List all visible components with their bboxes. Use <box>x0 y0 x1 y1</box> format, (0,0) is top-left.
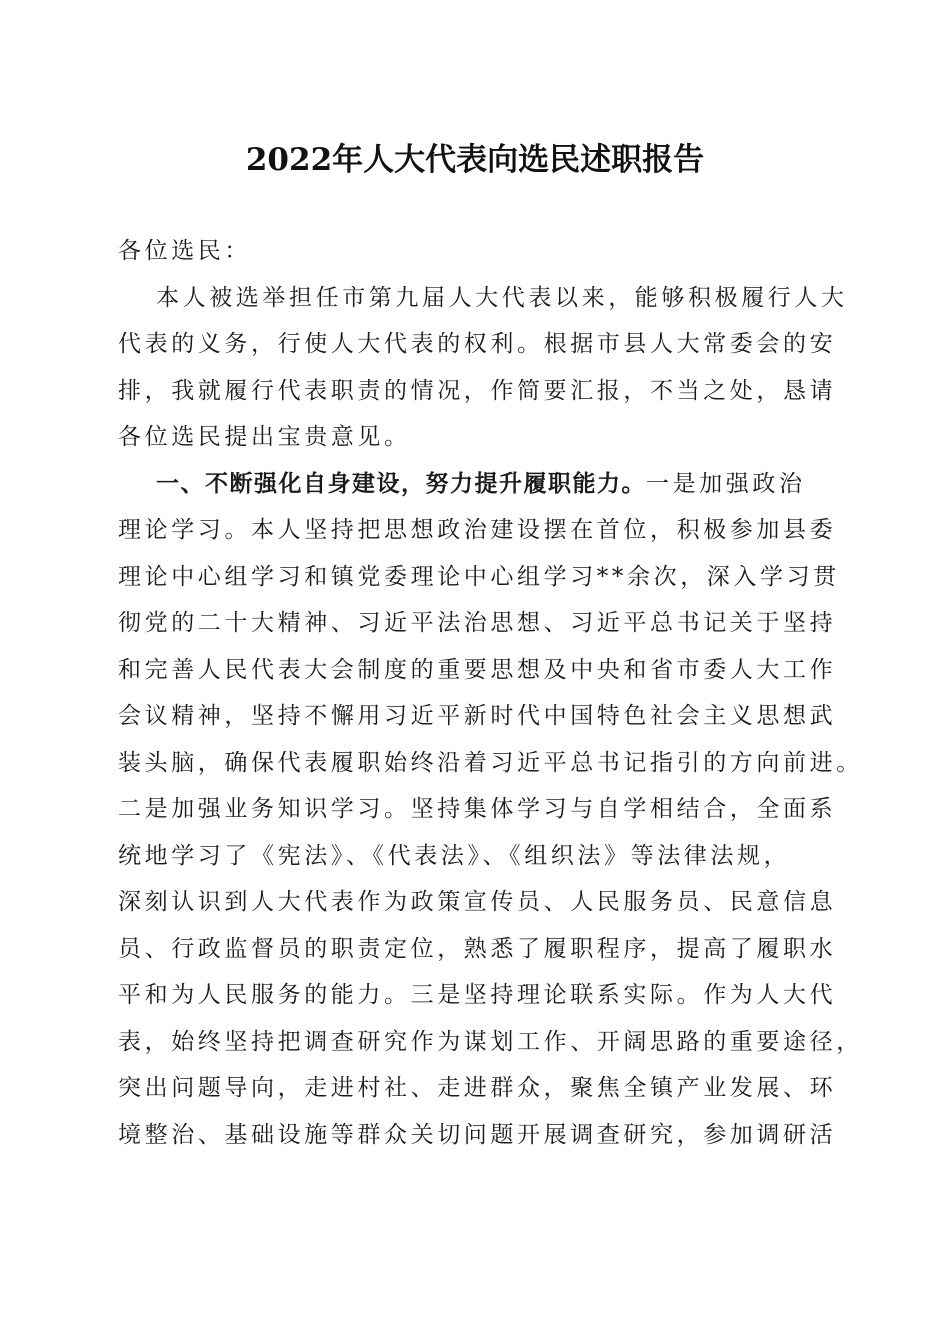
line-text: 代表的义务，行使人大代表的权利。根据市县人大常委会的安 <box>118 331 837 357</box>
text-line <box>118 507 838 554</box>
text-line <box>118 833 838 880</box>
line-text: 理论中心组学习和镇党委理论中心组学习**余次，深入学习贯 <box>118 563 840 590</box>
line-text: 会议精神，坚持不懈用习近平新时代中国特色社会主义思想武 <box>118 703 837 729</box>
line-text: 和完善人民代表大会制度的重要思想及中央和省市委人大工作 <box>118 656 837 683</box>
line-text: 一是加强政治 <box>646 470 806 497</box>
text-line <box>118 414 838 461</box>
section-heading: 一、不断强化自身建设，努力提升履职能力。 <box>156 470 646 497</box>
line-text: 表，始终坚持把调查研究作为谋划工作、开阔思路的重要途径， <box>118 1028 863 1055</box>
text-line <box>118 368 838 415</box>
text-line <box>118 321 838 368</box>
text-line <box>118 554 838 601</box>
text-line <box>118 647 838 694</box>
line-text: 统地学习了《宪法》、《代表法》、《组织法》等法律法规， <box>118 842 791 869</box>
text-line <box>118 786 838 833</box>
text-line <box>118 1019 863 1066</box>
text-line <box>118 600 838 647</box>
line-text: 理论学习。本人坚持把思想政治建设摆在首位，积极参加县委 <box>118 517 837 543</box>
document-body <box>118 228 863 1158</box>
line-text: 本人被选举担任市第九届人大代表以来，能够积极履行人大 <box>156 284 848 311</box>
line-text: 装头脑，确保代表履职始终沿着习近平总书记指引的方向前进。 <box>118 749 863 776</box>
text-line <box>118 1065 838 1112</box>
text-line <box>118 1112 838 1159</box>
line-text: 深刻认识到人大代表作为政策宣传员、人民服务员、民意信息 <box>118 889 837 915</box>
line-text: 彻党的二十大精神、习近平法治思想、习近平总书记关于坚持 <box>118 610 837 636</box>
text-line <box>118 879 838 926</box>
text-line <box>118 740 863 787</box>
document-title: 2022年人大代表向选民述职报告 <box>245 142 705 178</box>
line-text: 员、行政监督员的职责定位，熟悉了履职程序，提高了履职水 <box>118 935 837 962</box>
text-line <box>118 275 848 322</box>
text-line <box>118 461 838 508</box>
line-text: 排，我就履行代表职责的情况，作简要汇报，不当之处，恳请 <box>118 377 837 404</box>
paragraph-lines <box>118 275 863 1159</box>
salutation: 各位选民： <box>118 238 251 264</box>
text-line <box>118 693 838 740</box>
text-line <box>118 972 838 1019</box>
line-text: 二是加强业务知识学习。坚持集体学习与自学相结合，全面系 <box>118 796 837 822</box>
line-text: 突出问题导向，走进村社、走进群众，聚焦全镇产业发展、环 <box>118 1075 837 1101</box>
line-text: 各位选民提出宝贵意见。 <box>118 424 411 450</box>
line-text: 境整治、基础设施等群众关切问题开展调查研究，参加调研活 <box>118 1121 837 1148</box>
text-line <box>118 926 838 973</box>
line-text: 平和为人民服务的能力。三是坚持理论联系实际。作为人大代 <box>118 982 837 1008</box>
